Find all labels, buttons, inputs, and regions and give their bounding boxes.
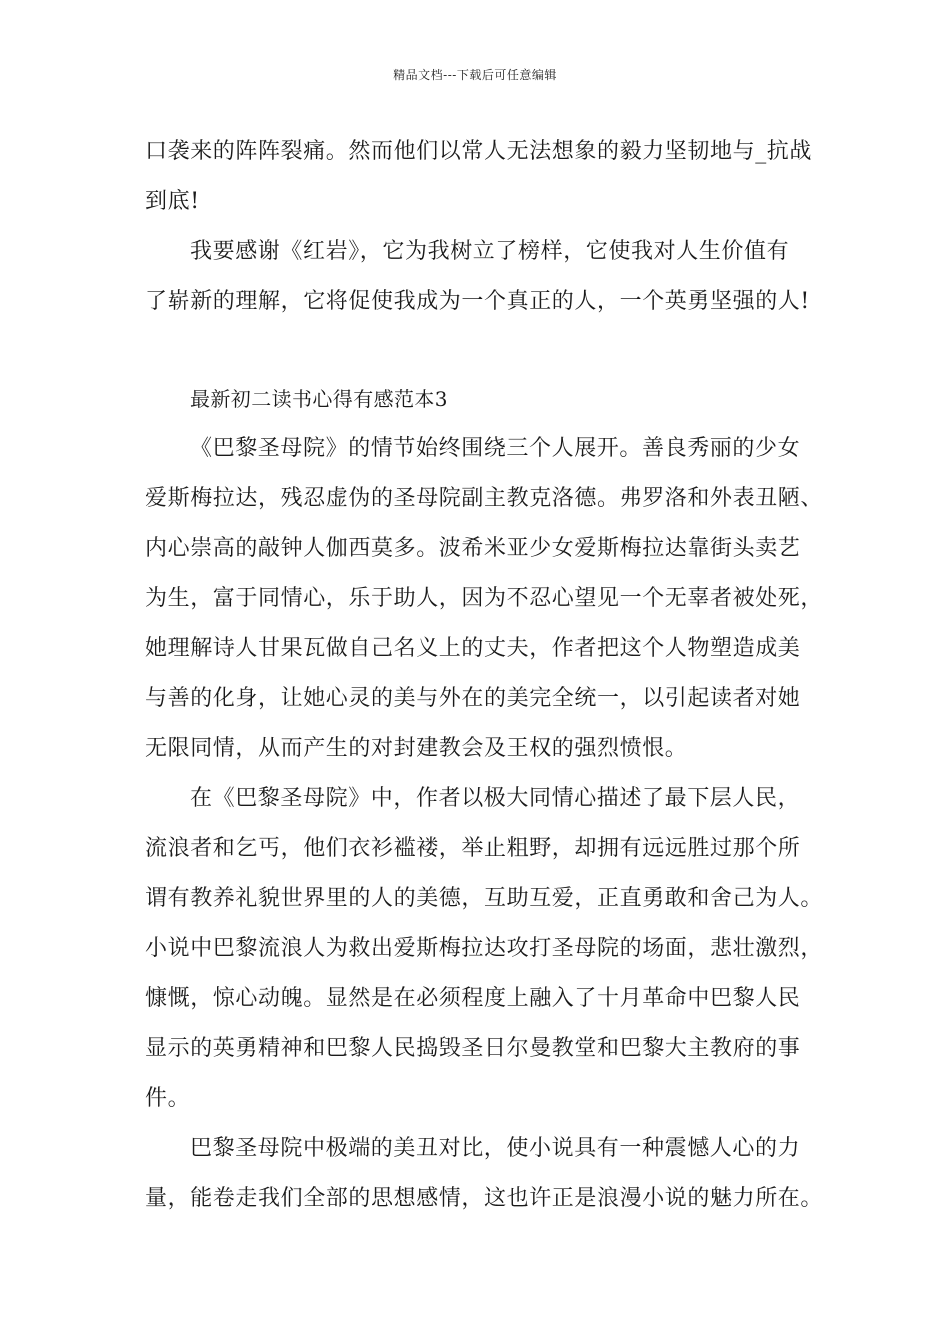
paragraph-line: 流浪者和乞丐，他们衣衫褴褛，举止粗野，却拥有远远胜过那个所 bbox=[145, 836, 801, 861]
paragraph-line: 慷慨，惊心动魄。显然是在必须程度上融入了十月革命中巴黎人民 bbox=[145, 986, 801, 1011]
paragraph-line: 量，能卷走我们全部的思想感情，这也许正是浪漫小说的魅力所在。 bbox=[145, 1186, 824, 1211]
paragraph-line: 谓有教养礼貌世界里的人的美德，互助互爱，正直勇敢和舍己为人。 bbox=[145, 886, 824, 911]
paragraph-line: 无限同情，从而产生的对封建教会及王权的强烈愤恨。 bbox=[145, 736, 688, 761]
paragraph-line: 我要感谢《红岩》，它为我树立了榜样，它使我对人生价值有 bbox=[190, 239, 790, 264]
paragraph-line: 她理解诗人甘果瓦做自己名义上的丈夫，作者把这个人物塑造成美 bbox=[145, 636, 801, 661]
paragraph-line: 与善的化身，让她心灵的美与外在的美完全统一，以引起读者对她 bbox=[145, 686, 801, 711]
paragraph-line: 了崭新的理解，它将促使我成为一个真正的人，一个英勇坚强的人! bbox=[145, 289, 810, 314]
paragraph-line: 口袭来的阵阵裂痛。然而他们以常人无法想象的毅力坚韧地与_抗战 bbox=[145, 139, 813, 164]
paragraph-line: 爱斯梅拉达，残忍虚伪的圣母院副主教克洛德。弗罗洛和外表丑陋、 bbox=[145, 486, 824, 511]
page-header: 精品文档---下载后可任意编辑 bbox=[393, 68, 557, 82]
paragraph-line: 到底! bbox=[145, 189, 200, 214]
paragraph-line: 内心崇高的敲钟人伽西莫多。波希米亚少女爱斯梅拉达靠街头卖艺 bbox=[145, 536, 801, 561]
paragraph-line: 巴黎圣母院中极端的美丑对比，使小说具有一种震憾人心的力 bbox=[190, 1136, 801, 1161]
paragraph-line: 《巴黎圣母院》的情节始终围绕三个人展开。善良秀丽的少女 bbox=[190, 436, 801, 461]
paragraph-line: 显示的英勇精神和巴黎人民捣毁圣日尔曼教堂和巴黎大主教府的事 bbox=[145, 1036, 801, 1061]
paragraph-line: 为生，富于同情心，乐于助人，因为不忍心望见一个无辜者被处死， bbox=[145, 586, 824, 611]
paragraph-line: 小说中巴黎流浪人为救出爱斯梅拉达攻打圣母院的场面，悲壮激烈， bbox=[145, 936, 824, 961]
paragraph-line: 件。 bbox=[145, 1086, 191, 1111]
section-title: 最新初二读书心得有感范本3 bbox=[190, 387, 448, 411]
paragraph-line: 在《巴黎圣母院》中，作者以极大同情心描述了最下层人民， bbox=[190, 786, 801, 811]
